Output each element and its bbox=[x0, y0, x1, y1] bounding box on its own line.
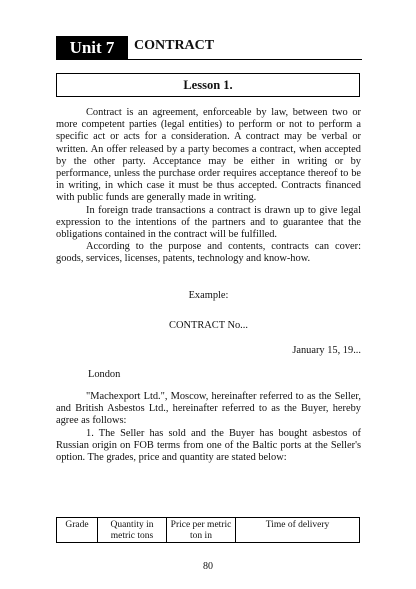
paragraph-clause-1: 1. The Seller has sold and the Buyer has bought asbestos of Russian origin on FOB terms from one of the Baltic ports at the Seller's option. The grades, price and quantity are stated below: bbox=[56, 427, 361, 464]
example-label: Example: bbox=[188, 290, 229, 301]
contract-date: January 15, 19... bbox=[292, 345, 361, 356]
paragraph-definition: Contract is an agreement, enforceable by law, between two or more competent parties (legal entities) to perform or not to perform a specific act or acts for a consideration. A contract may be verbal or written. An offer released by a party becomes a contract, when accepted by the other party. Acceptance may be either in writing or by performance, unless the purchase order requires acceptance thereof to be in writing, in which case it must be thus accepted. Contracts financed with public funds are generally made in writing. bbox=[56, 107, 361, 204]
unit-badge: Unit 7 bbox=[56, 36, 128, 60]
lesson-title: Lesson 1. bbox=[56, 73, 360, 97]
paragraph-foreign-trade: In foreign trade transactions a contract is drawn up to give legal expression to the intentions of the partners and to guarantee that the obligations contained in the contract will be fulfilled. bbox=[56, 204, 361, 241]
table-header-price: Price per metric ton in bbox=[167, 518, 236, 543]
unit-title-rule bbox=[128, 59, 362, 60]
contract-text bbox=[56, 391, 361, 464]
intro-text bbox=[56, 107, 361, 266]
table-header-row bbox=[57, 518, 360, 543]
table-header-delivery: Time of delivery bbox=[236, 518, 360, 543]
unit-title: CONTRACT bbox=[134, 38, 215, 53]
contract-place: London bbox=[88, 369, 121, 380]
grades-table bbox=[56, 517, 360, 543]
table-header-grade: Grade bbox=[57, 518, 98, 543]
page-number: 80 bbox=[203, 561, 213, 572]
paragraph-coverage: According to the purpose and contents, contracts can cover: goods, services, licenses, patents, technology and know-how. bbox=[56, 241, 361, 265]
paragraph-parties: "Machexport Ltd.", Moscow, hereinafter referred to as the Seller, and British Asbestos Ltd., hereinafter referred to as the Buyer, hereby agree as follows: bbox=[56, 391, 361, 427]
table-header-quantity: Quantity in metric tons bbox=[98, 518, 167, 543]
contract-heading: CONTRACT No... bbox=[169, 320, 248, 331]
